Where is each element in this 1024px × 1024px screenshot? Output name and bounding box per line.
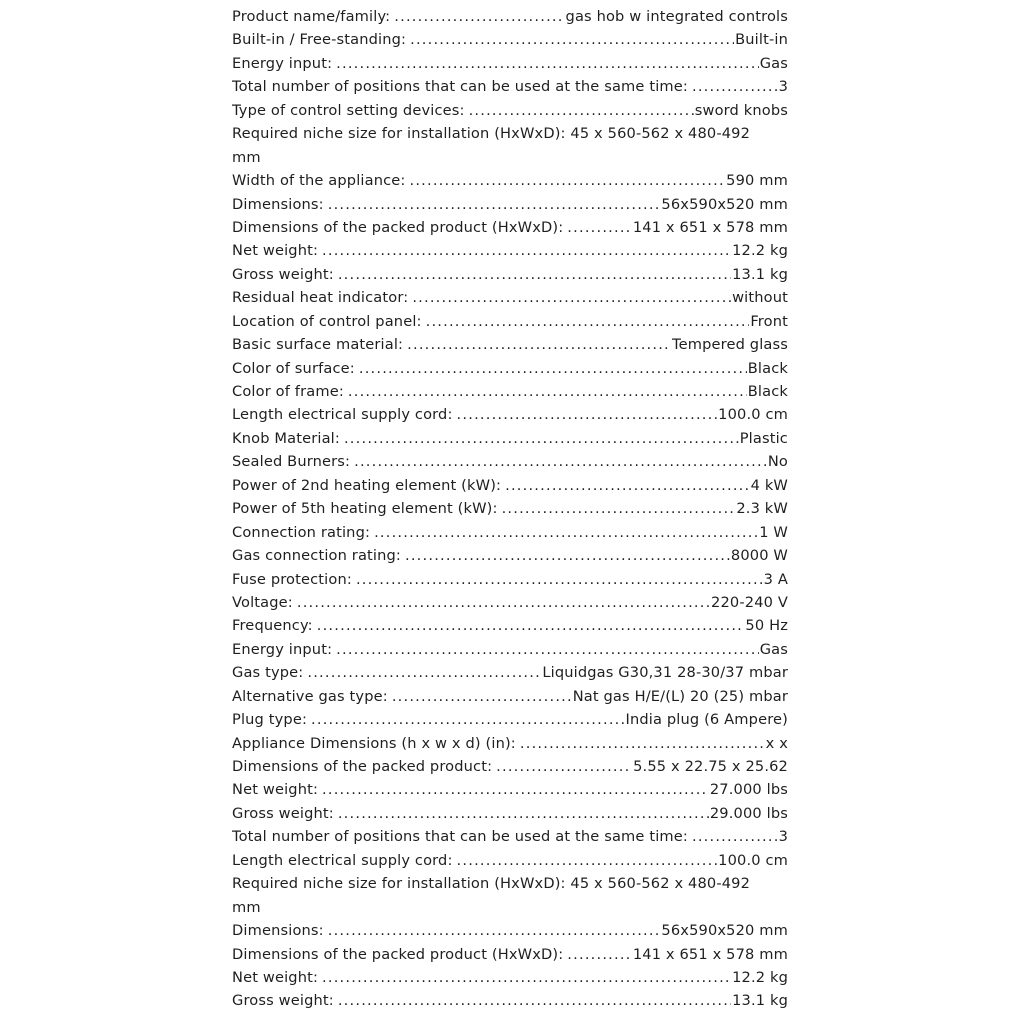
spec-label: Connection rating: <box>232 523 371 541</box>
spec-row-positions-2 <box>232 825 788 848</box>
spec-row-energy-input-2 <box>232 638 788 661</box>
spec-value: x x <box>765 734 788 752</box>
spec-label: Dimensions of the packed product (HxWxD): <box>232 218 564 236</box>
spec-row-cord-length <box>232 403 788 426</box>
spec-value: 12.2 kg <box>732 242 788 260</box>
spec-label: Total number of positions that can be used at the same time: <box>232 78 688 96</box>
dot-leader <box>502 497 736 520</box>
spec-row-gas-type <box>232 661 788 684</box>
dot-leader <box>457 849 718 872</box>
spec-label: Length electrical supply cord: <box>232 406 453 424</box>
spec-label: Color of frame: <box>232 383 344 400</box>
spec-value: Nat gas H/E/(L) 20 (25) mbar <box>572 687 788 705</box>
spec-label: Frequency: <box>232 617 313 635</box>
spec-row-alt-gas-type <box>232 685 788 708</box>
dot-leader <box>328 919 661 942</box>
spec-value: Tempered glass <box>672 336 788 354</box>
dot-leader <box>322 239 731 262</box>
dot-leader <box>348 380 747 403</box>
spec-label: Fuse protection: <box>232 570 352 588</box>
spec-row-control-panel <box>232 310 788 333</box>
spec-label: Dimensions: <box>232 922 324 940</box>
spec-row-fuse <box>232 568 788 591</box>
spec-label: Net weight: <box>232 242 319 260</box>
dot-leader <box>307 661 541 684</box>
dot-leader <box>567 943 632 966</box>
spec-label: Alternative gas type: <box>232 687 388 705</box>
spec-row-frequency <box>232 614 788 637</box>
spec-label: Type of control setting devices: <box>232 101 465 119</box>
spec-value: Gas <box>759 640 788 658</box>
dot-leader <box>405 544 730 567</box>
dot-leader <box>412 286 731 309</box>
dot-leader <box>344 427 739 450</box>
spec-label: Power of 2nd heating element (kW): <box>232 476 502 494</box>
spec-row-niche-size-2: Required niche size for installation (HxWxD): 45 x 560-562 x 480-492 <box>232 875 751 893</box>
spec-value: without <box>732 289 788 307</box>
spec-row-packed-dimensions <box>232 216 788 239</box>
dot-leader <box>311 708 624 731</box>
spec-value: 8000 W <box>730 547 788 565</box>
spec-row-plug-type <box>232 708 788 731</box>
spec-row-cord-length-2 <box>232 849 788 872</box>
spec-label: Gross weight: <box>232 265 334 283</box>
spec-value: 27.000 lbs <box>709 781 788 799</box>
spec-row-power-2nd <box>232 474 788 497</box>
spec-value: 590 mm <box>726 172 788 190</box>
spec-row-niche-size-unit: mm <box>232 148 261 166</box>
spec-label: Residual heat indicator: <box>232 289 409 307</box>
spec-value: 12.2 kg <box>732 968 788 986</box>
spec-row-gross-weight-2 <box>232 989 788 1012</box>
spec-label: Sealed Burners: <box>232 453 351 471</box>
spec-row-power-5th <box>232 497 788 520</box>
dot-leader <box>407 333 671 356</box>
spec-label: Gross weight: <box>232 804 334 822</box>
spec-row-gross-weight-lbs <box>232 802 788 825</box>
spec-row-surface-material <box>232 333 788 356</box>
dot-leader <box>505 474 749 497</box>
spec-value: No <box>767 453 788 471</box>
spec-row-niche-size: Required niche size for installation (HxWxD): 45 x 560-562 x 480-492 <box>232 125 751 143</box>
spec-row-frame-color <box>232 380 788 403</box>
spec-value: Built-in <box>735 31 788 49</box>
dot-leader <box>336 52 759 75</box>
spec-list <box>232 5 788 1013</box>
spec-row-product-name <box>232 5 788 28</box>
dot-leader <box>356 568 763 591</box>
spec-value: Liquidgas G30,31 28-30/37 mbar <box>542 664 788 682</box>
dot-leader <box>322 778 709 801</box>
spec-value: 1 W <box>759 523 788 541</box>
spec-label: Length electrical supply cord: <box>232 851 453 869</box>
spec-row-residual-heat <box>232 286 788 309</box>
dot-leader <box>328 193 661 216</box>
spec-label: Built-in / Free-standing: <box>232 31 407 49</box>
spec-row-control-devices <box>232 99 788 122</box>
spec-label: Voltage: <box>232 593 293 611</box>
spec-label: Dimensions of the packed product: <box>232 758 493 775</box>
dot-leader <box>374 521 758 544</box>
spec-label: Energy input: <box>232 640 333 658</box>
spec-row-energy-input <box>232 52 788 75</box>
spec-label: Gross weight: <box>232 992 334 1010</box>
spec-label: Net weight: <box>232 968 319 986</box>
spec-value: 4 kW <box>750 476 788 494</box>
dot-leader <box>297 591 710 614</box>
dot-leader <box>469 99 694 122</box>
spec-row-width <box>232 169 788 192</box>
dot-leader <box>567 216 632 239</box>
spec-value: 13.1 kg <box>732 265 788 283</box>
spec-value: Black <box>747 359 788 377</box>
spec-label: Dimensions: <box>232 195 324 213</box>
spec-row-built-in <box>232 28 788 51</box>
spec-row-net-weight-lbs <box>232 778 788 801</box>
spec-row-sealed-burners <box>232 450 788 473</box>
spec-label: Gas type: <box>232 664 304 682</box>
spec-row-positions <box>232 75 788 98</box>
spec-row-gas-connection-rating <box>232 544 788 567</box>
dot-leader <box>457 403 718 426</box>
spec-label: Energy input: <box>232 54 333 72</box>
spec-label: Width of the appliance: <box>232 172 406 190</box>
dot-leader <box>338 989 731 1012</box>
dot-leader <box>410 28 734 51</box>
spec-row-knob-material <box>232 427 788 450</box>
spec-label: Appliance Dimensions (h x w x d) (in): <box>232 734 516 752</box>
spec-value: 141 x 651 x 578 mm <box>632 945 788 963</box>
spec-value: gas hob w integrated controls <box>565 8 788 25</box>
dot-leader <box>317 614 745 637</box>
spec-value: 3 <box>778 828 788 846</box>
spec-label: Gas connection rating: <box>232 547 401 565</box>
spec-label: Knob Material: <box>232 429 340 447</box>
spec-label: Dimensions of the packed product (HxWxD): <box>232 945 564 963</box>
dot-leader <box>409 169 725 192</box>
dot-leader <box>322 966 731 989</box>
spec-label: Location of control panel: <box>232 312 422 330</box>
spec-value: 56x590x520 mm <box>661 922 788 940</box>
spec-row-niche-size-unit-2: mm <box>232 898 261 916</box>
dot-leader <box>359 357 747 380</box>
dot-leader <box>338 802 709 825</box>
spec-value: Black <box>747 383 788 400</box>
spec-value: sword knobs <box>694 101 788 119</box>
dot-leader <box>520 732 765 755</box>
spec-value: 220-240 V <box>711 593 788 611</box>
spec-row-net-weight-2 <box>232 966 788 989</box>
spec-label: Product name/family: <box>232 8 391 25</box>
spec-row-gross-weight <box>232 263 788 286</box>
spec-value: 3 <box>778 78 788 96</box>
spec-value: 141 x 651 x 578 mm <box>632 218 788 236</box>
spec-value: Plastic <box>739 429 788 447</box>
spec-label: Total number of positions that can be used at the same time: <box>232 828 688 846</box>
spec-label: Color of surface: <box>232 359 355 377</box>
spec-value: 2.3 kW <box>736 500 788 518</box>
dot-leader <box>426 310 750 333</box>
spec-value: 100.0 cm <box>718 406 788 424</box>
spec-value: 5.55 x 22.75 x 25.62 <box>633 758 788 775</box>
dot-leader <box>394 5 564 28</box>
spec-label: Net weight: <box>232 781 319 799</box>
dot-leader <box>354 450 767 473</box>
spec-value: 29.000 lbs <box>709 804 788 822</box>
spec-row-appliance-dimensions-in <box>232 732 788 755</box>
spec-value: 50 Hz <box>745 617 788 635</box>
spec-value: 13.1 kg <box>732 992 788 1010</box>
spec-row-dimensions <box>232 193 788 216</box>
spec-row-surface-color <box>232 357 788 380</box>
spec-row-packed-dimensions-2 <box>232 943 788 966</box>
spec-value: Front <box>750 312 788 330</box>
spec-row-net-weight <box>232 239 788 262</box>
dot-leader <box>392 685 572 708</box>
dot-leader <box>692 75 778 98</box>
spec-value: 100.0 cm <box>718 851 788 869</box>
dot-leader <box>496 755 632 778</box>
spec-row-connection-rating <box>232 521 788 544</box>
spec-value: India plug (6 Ampere) <box>625 711 788 729</box>
dot-leader <box>338 263 731 286</box>
spec-value: 3 A <box>763 570 788 588</box>
spec-value: 56x590x520 mm <box>661 195 788 213</box>
spec-row-dimensions-2 <box>232 919 788 942</box>
spec-value: Gas <box>759 54 788 72</box>
spec-label: Plug type: <box>232 711 308 729</box>
dot-leader <box>692 825 778 848</box>
spec-label: Basic surface material: <box>232 336 404 354</box>
spec-label: Power of 5th heating element (kW): <box>232 500 498 518</box>
dot-leader <box>336 638 759 661</box>
spec-row-packed-dimensions-in <box>232 755 788 778</box>
spec-row-voltage <box>232 591 788 614</box>
